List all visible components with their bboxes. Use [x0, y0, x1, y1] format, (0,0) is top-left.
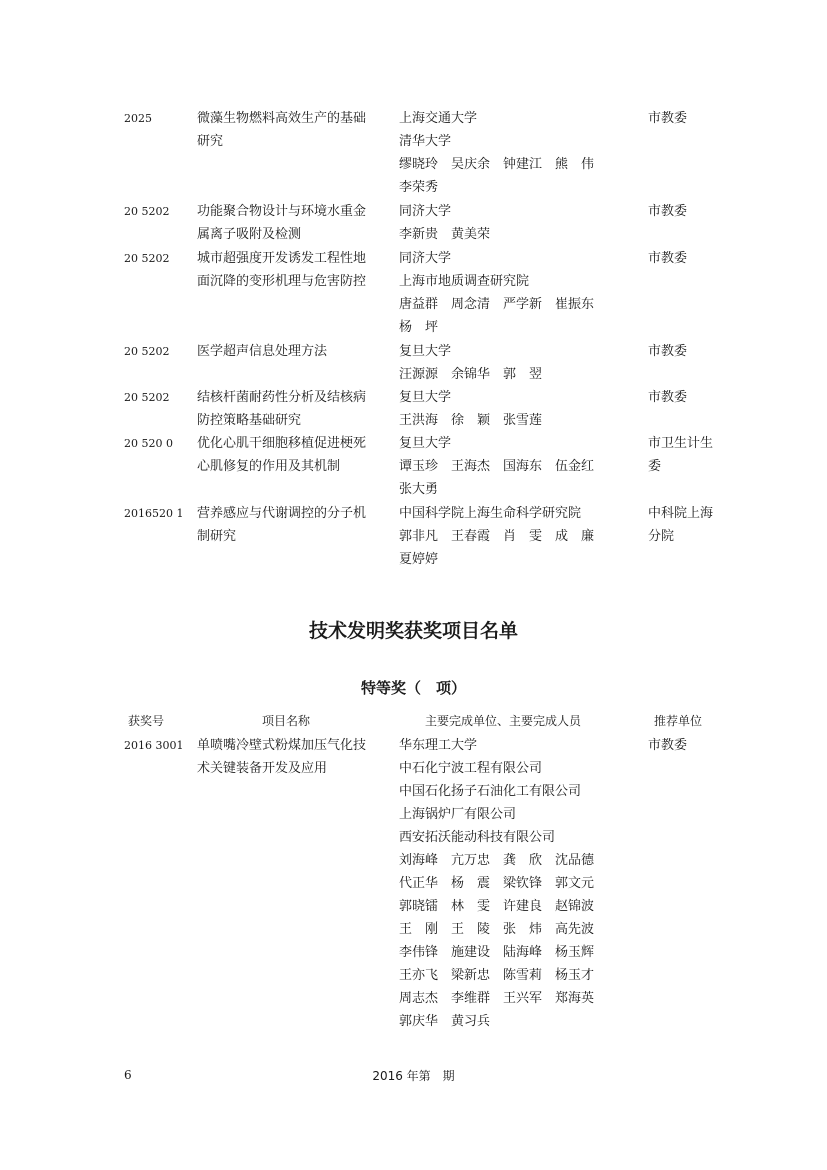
units-people-line: 上海锅炉厂有限公司: [399, 807, 517, 822]
units-people-line: 代正华 杨 震 梁钦锋 郭文元: [399, 876, 595, 891]
project-name-line: 微藻生物燃料高效生产的基础: [197, 111, 367, 126]
units-people-line: 李伟锋 施建设 陆海峰 杨玉辉: [399, 945, 595, 960]
recommender-line: 市教委: [648, 111, 688, 126]
units-people-line: 夏婷婷: [399, 552, 439, 567]
section-title: 技术发明奖获奖项目名单: [308, 620, 518, 642]
project-name-line: 营养感应与代谢调控的分子机: [197, 506, 367, 521]
units-people-line: 谭玉珍 王海杰 国海东 伍金红: [399, 459, 595, 474]
project-name-line: 结核杆菌耐药性分析及结核病: [197, 390, 367, 405]
recommender-line: 市教委: [648, 204, 688, 219]
project-name-line: 城市超强度开发诱发工程性地: [197, 251, 367, 266]
award-number: 2016520 1: [124, 507, 184, 520]
award-number: 20 5202: [124, 345, 170, 358]
project-name-line: 医学超声信息处理方法: [197, 344, 328, 359]
recommender-line: 分院: [648, 529, 675, 544]
units-people-line: 中国科学院上海生命科学研究院: [399, 506, 582, 521]
header-project: 项目名称: [262, 714, 311, 728]
header-recommender: 推荐单位: [654, 714, 703, 728]
award-number: 20 5202: [124, 252, 170, 265]
units-people-line: 郭庆华 黄习兵: [399, 1014, 491, 1029]
recommender-line: 中科院上海: [648, 506, 714, 521]
units-people-line: 中国石化扬子石油化工有限公司: [399, 784, 582, 799]
award-number: 2025: [124, 112, 152, 125]
page-number: 6: [124, 1068, 132, 1082]
units-people-line: 唐益群 周念清 严学新 崔振东: [399, 297, 595, 312]
units-people-line: 上海交通大学: [399, 111, 478, 126]
units-people-line: 汪源源 余锦华 郭 翌: [399, 367, 543, 382]
units-people-line: 复旦大学: [399, 344, 452, 359]
units-people-line: 清华大学: [399, 134, 452, 149]
header-number: 获奖号: [128, 714, 165, 728]
units-people-line: 王 刚 王 陵 张 炜 高先波: [399, 922, 595, 937]
units-people-line: 复旦大学: [399, 390, 452, 405]
award-number: 2016 3001: [124, 739, 184, 752]
recommender-line: 市教委: [648, 251, 688, 266]
award-number: 20 5202: [124, 391, 170, 404]
units-people-line: 郭晓镭 林 雯 许建良 赵锦波: [399, 899, 595, 914]
project-name-line: 制研究: [197, 529, 237, 544]
units-people-line: 上海市地质调查研究院: [399, 274, 530, 289]
units-people-line: 郭非凡 王春霞 肖 雯 成 廉: [399, 529, 595, 544]
award-number: 20 5202: [124, 205, 170, 218]
units-people-line: 西安拓沃能动科技有限公司: [399, 830, 556, 845]
project-name-line: 心肌修复的作用及其机制: [197, 459, 341, 474]
subsection-title: 特等奖（ 项）: [360, 679, 466, 697]
project-name-line: 属离子吸附及检测: [197, 227, 302, 242]
units-people-line: 李新贵 黄美荣: [399, 227, 491, 242]
award-number: 20 520 0: [124, 437, 173, 450]
recommender-line: 市教委: [648, 344, 688, 359]
recommender-line: 市教委: [648, 390, 688, 405]
project-name-line: 研究: [197, 134, 224, 149]
project-name-line: 功能聚合物设计与环境水重金: [197, 204, 367, 219]
units-people-line: 华东理工大学: [399, 738, 478, 753]
units-people-line: 同济大学: [399, 204, 452, 219]
project-name-line: 单喷嘴冷壁式粉煤加压气化技: [197, 738, 367, 753]
recommender-line: 市卫生计生: [648, 436, 714, 451]
units-people-line: 李荣秀: [399, 180, 439, 195]
issue-label: 2016 年第 期: [372, 1069, 455, 1083]
units-people-line: 刘海峰 亢万忠 龚 欣 沈品德: [399, 853, 595, 868]
header-units: 主要完成单位、主要完成人员: [425, 714, 582, 728]
units-people-line: 王洪海 徐 颖 张雪莲: [399, 413, 543, 428]
recommender-line: 委: [648, 459, 662, 474]
project-name-line: 优化心肌干细胞移植促进梗死: [197, 436, 367, 451]
project-name-line: 术关键装备开发及应用: [197, 761, 328, 776]
units-people-line: 杨 坪: [399, 320, 439, 335]
units-people-line: 周志杰 李维群 王兴军 郑海英: [399, 991, 595, 1006]
project-name-line: 面沉降的变形机理与危害防控: [197, 274, 367, 289]
units-people-line: 中石化宁波工程有限公司: [399, 761, 543, 776]
recommender: 市教委: [648, 738, 688, 753]
units-people-line: 张大勇: [399, 482, 439, 497]
units-people-line: 缪晓玲 吴庆余 钟建江 熊 伟: [399, 157, 595, 172]
units-people-line: 王亦飞 梁新忠 陈雪莉 杨玉才: [399, 968, 595, 983]
project-name-line: 防控策略基础研究: [197, 413, 302, 428]
units-people-line: 同济大学: [399, 251, 452, 266]
units-people-line: 复旦大学: [399, 436, 452, 451]
